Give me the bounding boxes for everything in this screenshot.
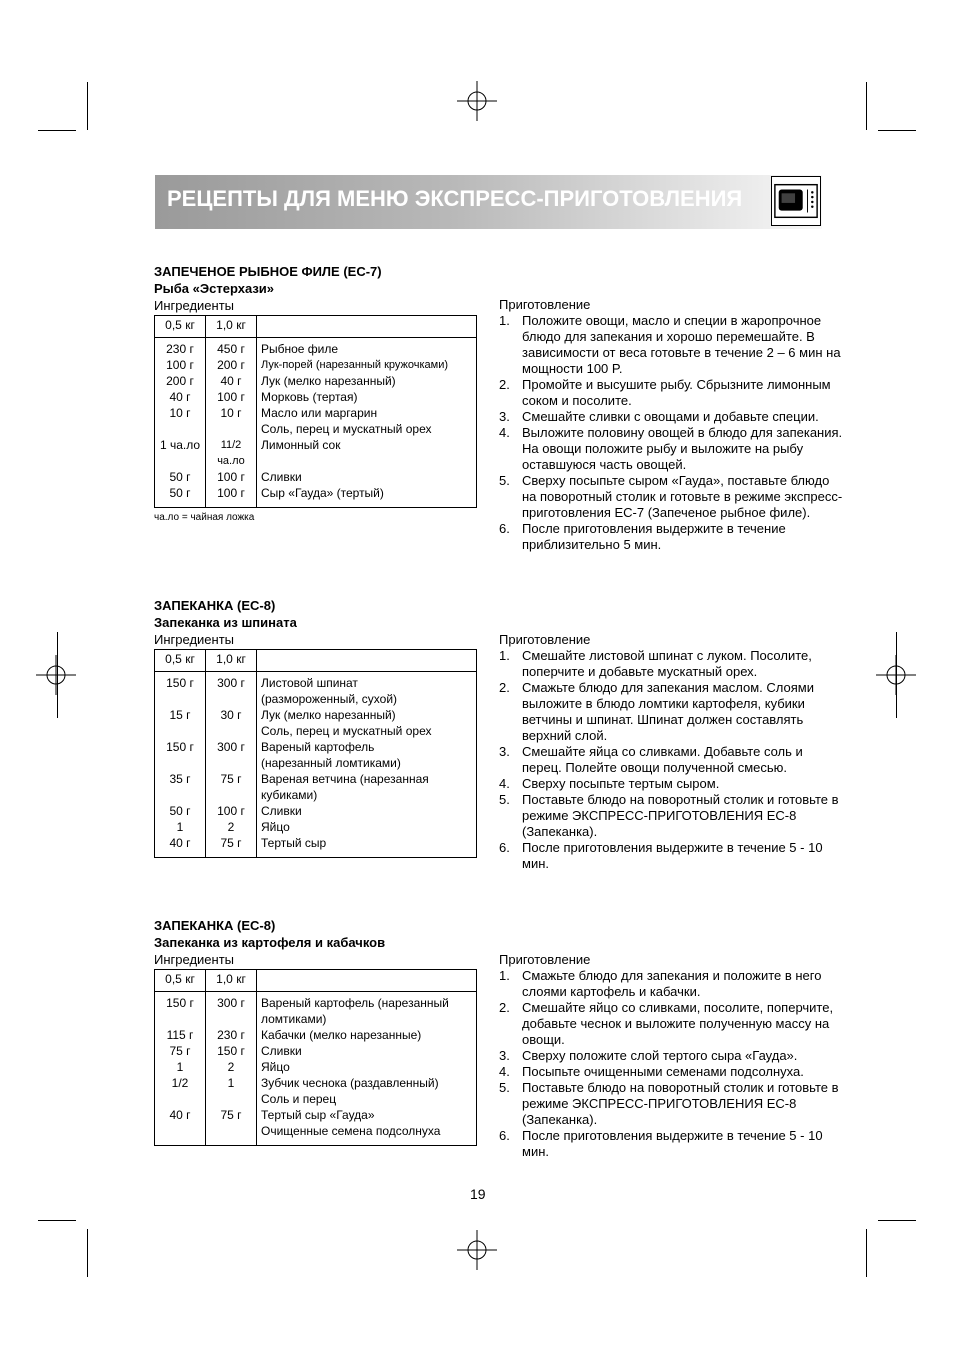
recipe-subtitle: Запеканка из картофеля и кабачков [154,935,386,950]
step-number: 2. [499,377,510,392]
list-item [499,840,844,872]
amount-one-kg [206,755,257,771]
ingredient-name: Соль и перец [261,1092,337,1106]
column-header: 0,5 кг [155,970,206,992]
list-item [499,792,844,840]
column-header [257,316,477,338]
amount-one-kg: 1 [206,1075,257,1091]
ingredient-name: Соль, перец и мускатный орех [261,724,432,738]
steps-list [499,648,844,872]
amount-half-kg: 75 г [155,1043,206,1059]
amount-one-kg: 450 г [206,338,257,358]
ingredient-name: Вареная ветчина (нарезанная [261,772,429,786]
table-row [155,992,477,1012]
ingredient-name: Вареный картофель (нарезанный [261,996,449,1010]
table-row [155,672,477,692]
amount-one-kg: 300 г [206,992,257,1012]
amount-half-kg [155,1011,206,1027]
amount-one-kg: 30 г [206,707,257,723]
table-row [155,1075,477,1091]
recipe-title: ЗАПЕКАНКА (EC-8) [154,598,276,613]
table-row [155,1059,477,1075]
amount-one-kg: 40 г [206,373,257,389]
page-title: РЕЦЕПТЫ ДЛЯ МЕНЮ ЭКСПРЕСС-ПРИГОТОВЛЕНИЯ [167,186,743,211]
table-row [155,338,477,358]
step-text: Смажьте блюдо для запекания и положите в него слоями картофель и кабачки. [522,968,822,999]
step-number: 5. [499,473,510,488]
amount-half-kg [155,755,206,771]
amount-half-kg: 150 г [155,992,206,1012]
amount-half-kg: 1/2 [155,1075,206,1091]
table-row [155,755,477,771]
amount-one-kg [206,691,257,707]
list-item [499,1080,844,1128]
step-number: 6. [499,521,510,536]
step-number: 3. [499,744,510,759]
step-number: 4. [499,776,510,791]
amount-one-kg: 2 [206,819,257,835]
amount-one-kg [206,723,257,739]
list-item [499,409,844,425]
list-item [499,680,844,744]
crop-mark [87,82,88,130]
list-item [499,473,844,521]
list-item [499,1128,844,1160]
column-header [257,650,477,672]
page-header [155,175,822,229]
ingredient-name: Сыр «Гауда» (тертый) [261,486,384,500]
table-row [155,723,477,739]
list-item [499,377,844,409]
table-row [155,1011,477,1027]
ingredient-name: Тертый сыр [261,836,327,850]
preparation-label: Приготовление [499,297,591,312]
amount-one-kg: 300 г [206,672,257,692]
table-row [155,1027,477,1043]
ingredient-name: Тертый сыр «Гауда» [261,1108,375,1122]
amount-one-kg [206,1123,257,1146]
amount-one-kg [206,787,257,803]
ingredient-name: Яйцо [261,820,290,834]
step-text: После приготовления выдержите в течение 5 - 10 мин. [522,840,823,871]
amount-half-kg: 150 г [155,672,206,692]
amount-half-kg: 50 г [155,469,206,485]
recipe-subtitle: Рыба «Эстерхази» [154,281,275,296]
step-text: Смешайте яйцо со сливками, посолите, поперчите, добавьте чеснок и выложите полученную массу на овощи. [522,1000,834,1047]
ingredient-name: Очищенные семена подсолнуха [261,1124,441,1138]
step-number: 3. [499,1048,510,1063]
list-item [499,648,844,680]
list-item [499,1064,844,1080]
amount-half-kg [155,691,206,707]
column-header: 1,0 кг [206,970,257,992]
crop-mark [866,1229,867,1277]
ingredients-table [154,649,477,858]
amount-half-kg: 100 г [155,357,206,373]
crop-mark [87,1229,88,1277]
amount-half-kg: 40 г [155,835,206,858]
steps-list [499,313,844,553]
crop-mark [866,82,867,130]
step-number: 6. [499,840,510,855]
amount-half-kg [155,421,206,437]
ingredient-name: кубиками) [261,788,318,802]
ingredient-name: Лук (мелко нарезанный) [261,374,396,388]
step-text: Сверху посыпьте тертым сыром. [522,776,720,791]
table-row [155,819,477,835]
step-text: После приготовления выдержите в течение приблизительно 5 мин. [522,521,786,552]
table-row [155,707,477,723]
table-header-row [155,970,477,992]
ingredient-name: Сливки [261,1044,302,1058]
amount-half-kg [155,787,206,803]
crop-mark [38,1220,76,1221]
column-header: 1,0 кг [206,316,257,338]
ingredients-table [154,969,477,1146]
table-row [155,691,477,707]
microwave-oven-icon [771,176,821,226]
amount-one-kg [206,421,257,437]
amount-half-kg: 1 [155,819,206,835]
step-number: 1. [499,648,510,663]
table-row [155,739,477,755]
ingredient-name: Сливки [261,470,302,484]
ingredient-name: ломтиками) [261,1012,327,1026]
list-item [499,744,844,776]
crop-mark [38,130,76,131]
table-row [155,803,477,819]
table-row [155,1043,477,1059]
ingredient-name: Масло или маргарин [261,406,378,420]
list-item [499,1048,844,1064]
list-item [499,313,844,377]
page-number: 19 [470,1186,486,1202]
step-number: 2. [499,680,510,695]
amount-half-kg: 150 г [155,739,206,755]
list-item [499,1000,844,1048]
column-header: 0,5 кг [155,650,206,672]
step-number: 4. [499,425,510,440]
list-item [499,521,844,553]
table-row [155,1123,477,1146]
ingredients-label: Ингредиенты [154,298,234,313]
amount-half-kg: 1 [155,1059,206,1075]
ingredients-label: Ингредиенты [154,952,234,967]
registration-mark-icon [457,81,497,121]
amount-half-kg: 35 г [155,771,206,787]
amount-one-kg: 100 г [206,469,257,485]
step-text: Смешайте сливки с овощами и добавьте специи. [522,409,819,424]
list-item [499,776,844,792]
table-row [155,787,477,803]
amount-half-kg: 1 ча.ло [155,437,206,469]
table-row [155,835,477,858]
step-number: 2. [499,1000,510,1015]
recipe-title: ЗАПЕКАНКА (EC-8) [154,918,276,933]
table-header-row [155,650,477,672]
ingredient-name: (нарезанный ломтиками) [261,756,401,770]
table-row [155,1091,477,1107]
amount-one-kg: 75 г [206,1107,257,1123]
ingredient-name: Соль, перец и мускатный орех [261,422,432,436]
ingredient-name: Рыбное филе [261,342,339,356]
ingredient-name: Лук-порей (нарезанный кружочками) [261,359,449,371]
ingredients-label: Ингредиенты [154,632,234,647]
registration-mark-icon [457,1230,497,1270]
step-number: 5. [499,1080,510,1095]
list-item [499,968,844,1000]
step-text: Выложите половину овощей в блюдо для запекания. На овощи положите рыбу и выложите на рыбу оставшуюся часть овощей. [522,425,843,472]
table-row [155,1107,477,1123]
ingredient-name: Яйцо [261,1060,290,1074]
ingredient-name: Сливки [261,804,302,818]
amount-one-kg: 75 г [206,835,257,858]
step-number: 1. [499,968,510,983]
amount-one-kg: 150 г [206,1043,257,1059]
amount-half-kg: 200 г [155,373,206,389]
step-text: Поставьте блюдо на поворотный столик и готовьте в режиме ЭКСПРЕСС-ПРИГОТОВЛЕНИЯ EC-8 (Запеканка). [522,1080,839,1127]
table-row [155,437,477,469]
amount-one-kg: 230 г [206,1027,257,1043]
amount-half-kg: 40 г [155,389,206,405]
step-number: 1. [499,313,510,328]
table-row [155,373,477,389]
amount-half-kg: 10 г [155,405,206,421]
ingredient-name: Лимонный сок [261,438,341,452]
crop-mark [878,1220,916,1221]
amount-half-kg [155,1091,206,1107]
ingredient-name: Морковь (тертая) [261,390,358,404]
ingredient-name: (размороженный, сухой) [261,692,398,706]
amount-one-kg: 11/2 ча.ло [206,437,257,469]
step-text: Смажьте блюдо для запекания маслом. Слоями выложите в блюдо ломтики картофеля, кубики ветчины и шпинат. Шпинат должен составлять верхний слой. [522,680,814,743]
step-text: После приготовления выдержите в течение 5 - 10 мин. [522,1128,823,1159]
amount-one-kg: 100 г [206,389,257,405]
step-text: Сверху посыпьте сыром «Гауда», поставьте блюдо на поворотный столик и готовьте в режиме экспресс-приготовления EC-7 (Запеченое рыбное филе). [522,473,843,520]
ingredient-name: Кабачки (мелко нарезанные) [261,1028,422,1042]
preparation-label: Приготовление [499,632,591,647]
step-number: 4. [499,1064,510,1079]
list-item [499,425,844,473]
step-text: Положите овощи, масло и специи в жаропрочное блюдо для запекания и хорошо перемешайте. В зависимости от веса готовьте в течение 2 – 6 мин на мощности 100 P. [522,313,841,376]
step-text: Сверху положите слой тертого сыра «Гауда». [522,1048,798,1063]
step-text: Посыпьте очищенными семенами подсолнуха. [522,1064,804,1079]
recipe-title: ЗАПЕЧЕНОЕ РЫБНОЕ ФИЛЕ (EC-7) [154,264,382,279]
column-header [257,970,477,992]
amount-half-kg: 50 г [155,803,206,819]
amount-half-kg: 15 г [155,707,206,723]
footnote: ча.ло = чайная ложка [154,512,255,523]
amount-half-kg: 230 г [155,338,206,358]
step-text: Смешайте листовой шпинат с луком. Посолите, поперчите и добавьте мускатный орех. [522,648,812,679]
amount-one-kg: 10 г [206,405,257,421]
amount-one-kg [206,1091,257,1107]
step-number: 3. [499,409,510,424]
ingredients-table [154,315,477,508]
step-text: Смешайте яйца со сливками. Добавьте соль и перец. Полейте овощи полученной смесью. [522,744,803,775]
crop-mark [896,632,897,718]
step-text: Поставьте блюдо на поворотный столик и готовьте в режиме ЭКСПРЕСС-ПРИГОТОВЛЕНИЯ EC-8 (Запеканка). [522,792,839,839]
amount-one-kg: 100 г [206,803,257,819]
amount-half-kg [155,723,206,739]
amount-half-kg: 115 г [155,1027,206,1043]
amount-half-kg: 50 г [155,485,206,508]
ingredient-name: Листовой шпинат [261,676,358,690]
table-row [155,421,477,437]
amount-one-kg [206,1011,257,1027]
amount-one-kg: 2 [206,1059,257,1075]
amount-one-kg: 300 г [206,739,257,755]
crop-mark [878,130,916,131]
table-row [155,469,477,485]
table-row [155,389,477,405]
amount-one-kg: 100 г [206,485,257,508]
step-number: 5. [499,792,510,807]
amount-one-kg: 200 г [206,357,257,373]
steps-list [499,968,844,1160]
amount-one-kg: 75 г [206,771,257,787]
crop-mark [57,632,58,718]
amount-half-kg: 40 г [155,1107,206,1123]
table-row [155,771,477,787]
column-header: 0,5 кг [155,316,206,338]
table-row [155,357,477,373]
recipe-subtitle: Запеканка из шпината [154,615,297,630]
step-number: 6. [499,1128,510,1143]
registration-mark-icon [36,655,76,695]
step-text: Промойте и высушите рыбу. Сбрызните лимонным соком и посолите. [522,377,831,408]
amount-half-kg [155,1123,206,1146]
ingredient-name: Вареный картофель [261,740,375,754]
table-header-row [155,316,477,338]
preparation-label: Приготовление [499,952,591,967]
ingredient-name: Лук (мелко нарезанный) [261,708,396,722]
table-row [155,405,477,421]
table-row [155,485,477,508]
column-header: 1,0 кг [206,650,257,672]
ingredient-name: Зубчик чеснока (раздавленный) [261,1076,439,1090]
